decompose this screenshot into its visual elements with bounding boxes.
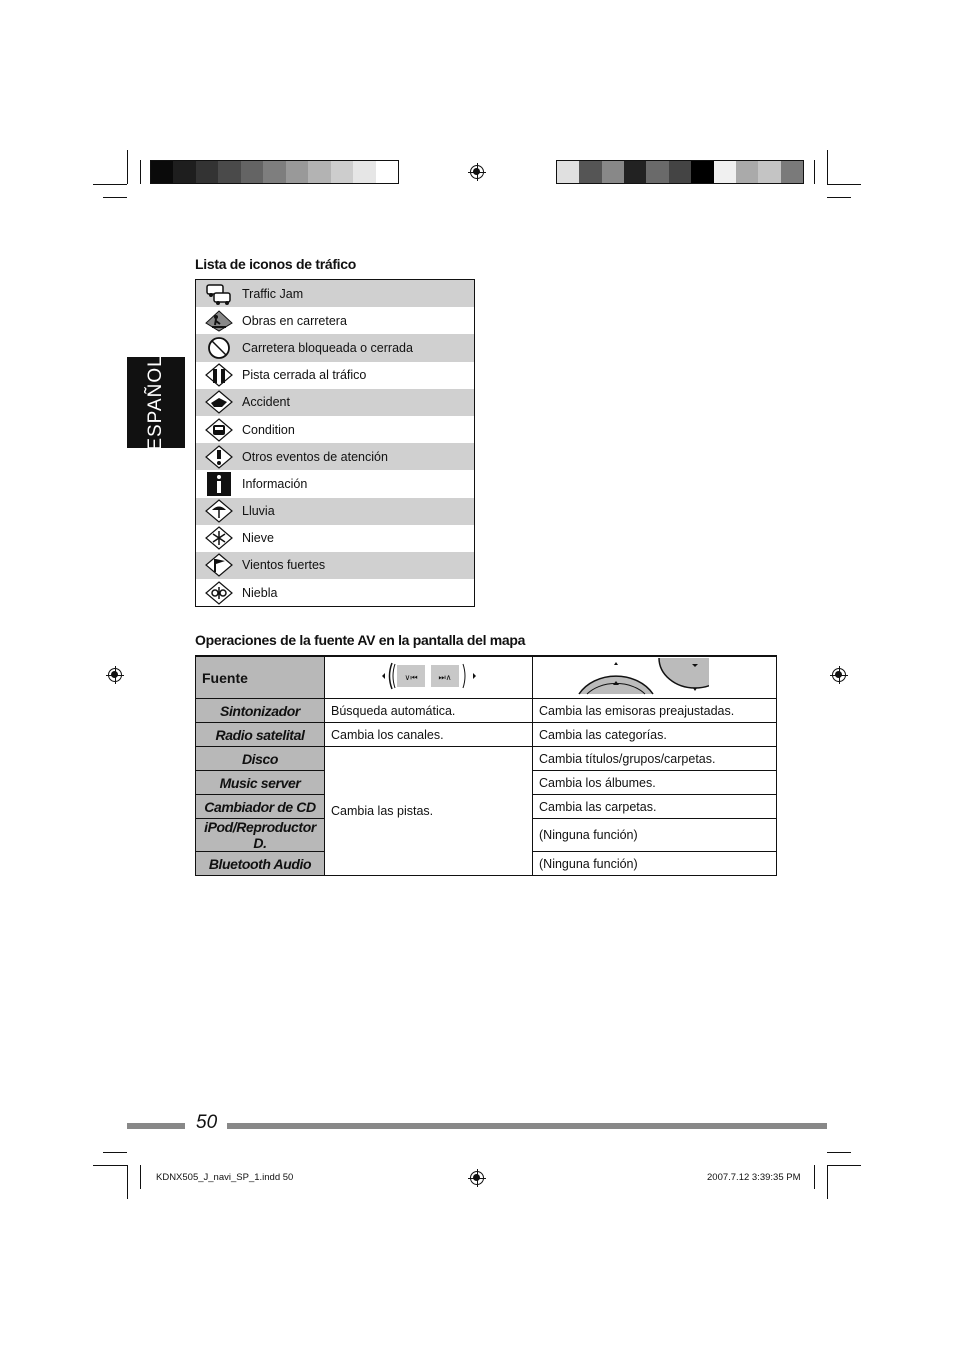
skip-buttons-icon — [379, 659, 479, 693]
page-number: 50 — [196, 1112, 218, 1133]
table-row — [196, 656, 777, 699]
table-cell: Búsqueda automática. — [325, 699, 533, 723]
source-cell: Sintonizador — [196, 699, 325, 723]
crop-mark — [814, 1165, 815, 1189]
av-operations-table — [195, 655, 777, 876]
list-item-label: Nieve — [242, 531, 274, 546]
information-icon — [206, 472, 232, 496]
table-cell-merged: Cambia las pistas. — [325, 747, 533, 876]
source-cell: Disco — [196, 747, 325, 771]
table-cell: Cambia los álbumes. — [533, 771, 777, 795]
roadworks-icon — [204, 309, 234, 333]
lane-closed-icon — [204, 363, 234, 387]
table-cell: Cambia las categorías. — [533, 723, 777, 747]
crop-mark — [140, 1165, 141, 1189]
crop-mark — [103, 197, 127, 198]
list-item — [196, 525, 474, 552]
list-item — [196, 362, 474, 389]
header-dial-buttons — [533, 656, 777, 699]
table-cell: Cambia títulos/grupos/carpetas. — [533, 747, 777, 771]
registration-mark — [108, 668, 122, 682]
fog-icon — [204, 581, 234, 605]
attention-icon — [204, 445, 234, 469]
crop-mark — [827, 1165, 861, 1166]
source-cell: Bluetooth Audio — [196, 852, 325, 876]
strong-wind-icon — [204, 553, 234, 577]
header-source: Fuente — [196, 656, 325, 699]
list-item-label: Accident — [242, 395, 290, 410]
table-cell: Cambia las carpetas. — [533, 795, 777, 819]
crop-mark — [103, 1152, 127, 1153]
condition-icon — [204, 418, 234, 442]
list-item — [196, 280, 474, 307]
table-row — [196, 723, 777, 747]
crop-mark — [827, 150, 828, 184]
traffic-icon-list — [195, 279, 475, 607]
language-tab — [127, 354, 185, 451]
crop-mark — [140, 160, 141, 184]
crop-mark — [827, 197, 851, 198]
source-cell: Radio satelital — [196, 723, 325, 747]
snow-icon — [204, 526, 234, 550]
list-item-label: Información — [242, 476, 308, 491]
crop-mark — [127, 150, 128, 184]
svg-text:⏭∧: ⏭∧ — [437, 673, 452, 682]
crop-mark — [814, 160, 815, 184]
table-cell: (Ninguna función) — [533, 819, 777, 852]
av-section-title: Operaciones de la fuente AV en la pantalla del mapa — [195, 632, 526, 648]
table-row — [196, 699, 777, 723]
source-cell: Cambiador de CD — [196, 795, 325, 819]
list-item-label: Vientos fuertes — [242, 558, 326, 573]
accident-icon — [204, 390, 234, 414]
calibration-strip-right — [556, 160, 804, 184]
registration-mark — [470, 165, 484, 179]
list-item — [196, 498, 474, 525]
crop-mark — [827, 184, 861, 185]
table-row — [196, 747, 777, 771]
list-item — [196, 334, 474, 361]
rain-icon — [204, 499, 234, 523]
list-item-label: Niebla — [242, 585, 278, 600]
list-item — [196, 389, 474, 416]
list-item — [196, 416, 474, 443]
list-item-label: Otros eventos de atención — [242, 449, 388, 464]
list-item — [196, 443, 474, 470]
source-cell: Music server — [196, 771, 325, 795]
list-item-label: Lluvia — [242, 504, 275, 519]
traffic-section-title: Lista de iconos de tráfico — [195, 256, 357, 272]
list-item-label: Pista cerrada al tráfico — [242, 368, 367, 383]
list-item — [196, 307, 474, 334]
svg-text:∨⏮: ∨⏮ — [403, 673, 418, 682]
list-item — [196, 470, 474, 497]
crop-mark — [827, 1152, 851, 1153]
footer-file: KDNX505_J_navi_SP_1.indd 50 — [156, 1172, 294, 1183]
up-down-dial-icon — [539, 657, 709, 695]
traffic-jam-icon — [204, 282, 234, 306]
registration-mark — [832, 668, 846, 682]
page-bar-left — [127, 1123, 185, 1129]
crop-mark — [827, 1165, 828, 1199]
registration-mark — [470, 1171, 484, 1185]
table-cell: Cambia los canales. — [325, 723, 533, 747]
crop-mark — [93, 184, 127, 185]
list-item — [196, 552, 474, 579]
list-item-label: Obras en carretera — [242, 313, 347, 328]
list-item-label: Condition — [242, 422, 295, 437]
language-tab-label: ESPAÑOL — [145, 354, 166, 451]
list-item — [196, 579, 474, 606]
table-cell: Cambia las emisoras preajustadas. — [533, 699, 777, 723]
list-item-label: Traffic Jam — [242, 286, 304, 301]
road-closed-icon — [204, 336, 234, 360]
page-bar-right — [227, 1123, 827, 1129]
table-cell: (Ninguna función) — [533, 852, 777, 876]
source-cell: iPod/Reproductor D. — [196, 819, 325, 852]
crop-mark — [127, 1165, 128, 1199]
footer-timestamp: 2007.7.12 3:39:35 PM — [707, 1172, 801, 1183]
header-skip-buttons — [325, 656, 533, 699]
calibration-strip-left — [150, 160, 399, 184]
crop-mark — [93, 1165, 127, 1166]
list-item-label: Carretera bloqueada o cerrada — [242, 340, 413, 355]
